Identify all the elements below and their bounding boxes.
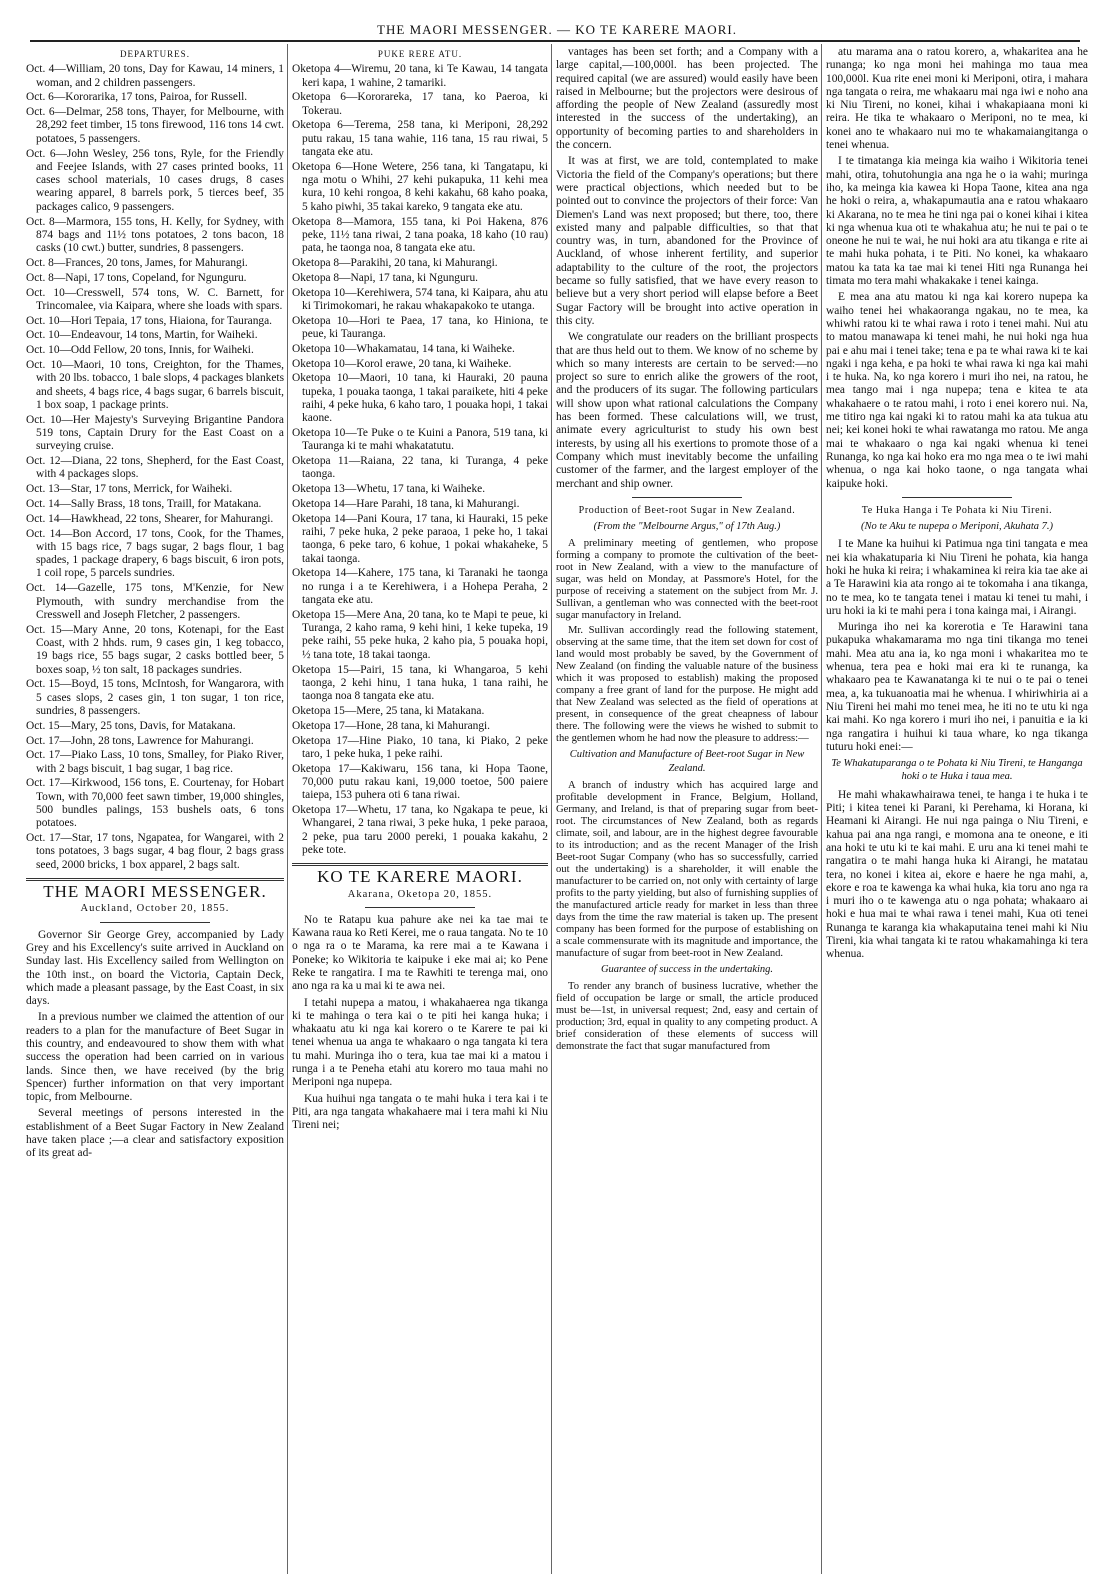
paragraph: vantages has been set forth; and a Company with a large capital,—100,000l. has been projected. The required capital (we are assured) would easily have been raised in Melbourne; but the projectors were desirous of affording the people of New Zealand (assuredly most interested in the success of the undertaking), an opportunity of becoming parties to and shareholders in the concern. — [556, 46, 818, 152]
departure-entry: Oct. 10—Maori, 10 tons, Creighton, for the Thames, with 20 lbs. tobacco, 1 bale slops, 4 packages blankets and sheets, 4 bags rice, 4 bags sugar, 6 barrels biscuit, 1 box soap, 1 package prints. — [26, 359, 284, 411]
departure-entry: Oketopa 10—Kerehiwera, 574 tana, ki Kaipara, ahu atu ki Tirimokomari, he rakau whakapakoko te utanga. — [292, 286, 548, 312]
article-source-maori: (No te Aku te nupepa o Meriponi, Akuhata 7.) — [860, 521, 1054, 533]
paragraph: Several meetings of persons interested in the establishment of a Beet Sugar Factory in New Zealand have taken place ;—a clear and satisfactory exposition of its great ad- — [26, 1107, 284, 1160]
masthead: THE MAORI MESSENGER. — KO TE KARERE MAORI. — [377, 22, 737, 37]
beet-sugar-article-maori — [826, 46, 1088, 491]
paragraph: He mahi whakawhairawa tenei, te hanga i te huka i te Piti; i kitea tenei ki Parani, ki Perehama, ki Horana, ki Heamani ki Airangi. He nui nga painga o Niu Tireni, e kahua pai ana nga rangi, e momona ana te oneone, e iti ana hoki te utu ki te kai mahi. E uru ana ki tenei mahi te rangatira o te mahi hanga huka ki Airangi, he matatau tera, no konei i kitea ai, ekore e haere he nga mahi, a, ekore e roa te kawenga ka whai huka, kia toru ano nga ra i muri iho o te kawenga atu o nga pohata; whakaaro ai hoki e hua mai te whai rawa i tenei mahi, Kua oti tenei Runanga te karanga kia whakaputaina tenei mahi ki Niu Tireni, kia whai tangata ki te ratou whakamahinga ki tera whenua. — [826, 788, 1088, 961]
departure-entry: Oketopa 11—Raiana, 22 tana, ki Turanga, 4 peke taonga. — [292, 455, 548, 481]
paragraph: A branch of industry which has acquired large and profitable development in France, Belgium, Holland, Germany, and Ireland, is that of preparing sugar from beet-root. The circumstances of New Zealand, both as regards climate, soil, and labour, are in the highest degree favourable to its introduction; and as the recent Manager of the Irish Beet-root Sugar Company (who has so successfully, carried out the undertaking) is a shareholder, it will enable the manufacturer to be carried on, not only with certainty of large profits to the party yielding, but also of furnishing supplies of the manufactured article ready for market in less than three days from the time the raw material is taken up. The present company has been formed for the purpose of establishing on a scale commensurate with its magnitude and importance, the manufacture of sugar from beet-root in New Zealand. — [556, 779, 818, 959]
departure-entry: Oketopa 14—Hare Parahi, 18 tana, ki Mahurangi. — [292, 498, 520, 510]
paper-title-maori: KO TE KARERE MAORI. — [317, 867, 523, 887]
departure-entry: Oct. 4—William, 20 tons, Day for Kawau, 14 miners, 1 woman, and 2 children passengers. — [26, 63, 284, 89]
departures-list-maori — [292, 63, 548, 857]
column-4 — [826, 46, 1088, 1576]
departure-entry: Oct. 10—Odd Fellow, 20 tons, Innis, for Waiheki. — [26, 344, 254, 357]
departure-entry: Oct. 10—Endeavour, 14 tons, Martin, for Waiheki. — [26, 329, 258, 342]
departure-entry: Oct. 17—Piako Lass, 10 tons, Smalley, for Piako River, with 2 bags biscuit, 1 bag sugar, 1 bag rice. — [26, 749, 284, 775]
departure-entry: Oketopa 17—Hine Piako, 10 tana, ki Piako, 2 peke taro, 1 peke huka, 1 peke raihi. — [292, 734, 548, 760]
departure-entry: Oct. 14—Hawkhead, 22 tons, Shearer, for Mahurangi. — [26, 512, 274, 525]
short-rule — [100, 922, 210, 923]
paragraph: I te timatanga kia meinga kia waiho i Wikitoria tenei mahi, otira, tohutohungia ana nga he o ia wahi; muringa iho, ka meinga kia kawea ki Hopa Taone, kitea ana nga he hoki o reira, a, whakapumautia ana e ratou whakaaro ki Akarana, no te mea he tini nga pai o konei kihai i kitea ki nga whenua kua oti te whakahua atu; he nui te pai o te oneone he nui te wai, he nui hoki ara atu tikanga e rite ai te mahi huka pohata, i te Piti. No konei, ka whakaaro matou ka tata ka tae mai ki tenei Hiti nga Runanga hei timata mo tera mahi whakakake i tenei kainga. — [826, 155, 1088, 288]
paragraph: Governor Sir George Grey, accompanied by Lady Grey and his Excellency's suite arrived in Auckland on Sunday last. His Excellency sailed from Wellington on the 10th inst., on board the Victoria, Captain Deck, which made a pleasant passage, by the East Coast, in six days. — [26, 928, 284, 1008]
editorial-text — [26, 929, 284, 1161]
section-rule — [292, 863, 548, 866]
article-section-title-maori: Te Whakatuparanga o te Pohata ki Niu Tireni, te Hanganga hoki o te Huka i taua mea. — [831, 758, 1083, 783]
article-body-maori — [826, 789, 1088, 962]
paragraph: E mea ana atu matou ki nga kai korero nupepa ka waiho tenei hei whakaoranga ngakau, no te mea, ka whiwhi ratou ki te whai rawa i roto i tenei mahi. Nui atu to matou manawapa ki tenei mahi, he nui hoki nga hua pai e ahu mai i tenei take; tena e pa te whai rawa ki te kai ngaki i nga keha, e pa hoki te whai rawa ki nga kai mahi i te huka. Na, ko nga korero i muri iho nei, na ratou, he mea tango mai i nga nupepa; tena e kitea te ata whakahaere o te ratou mahi, i roto i enei korero nui. Na, me titiro nga kai ngaki ki to ratou mahi ka ata tukua atu nei; kei konei hoki te whai rawatanga mo ratou. Me anga mai te whakaaro o nga kai ngaki whenua ki tenei Runanga, ko nga kai hoko era mo nga mea o te iwi mahi whenua, o nga kai hoko taone, o nga tangata whai kaipuke hoki. — [826, 291, 1088, 490]
column-3 — [556, 46, 818, 1576]
departure-entry: Oketopa 10—Maori, 10 tana, ki Hauraki, 20 pauna tupeka, 1 pouaka taonga, 1 takai paraikete, hiti 4 peke raihi, 4 peke huka, 6 kaho taro, 1 pouaka hopi, 1 takai kaone. — [292, 372, 548, 425]
article-section-title: Guarantee of success in the undertaking. — [600, 963, 774, 975]
departure-entry: Oketopa 6—Terema, 258 tana, ki Meriponi, 28,292 putu rakau, 15 tana wahie, 116 tana, 15 rau riwai, 5 tangata eke atu. — [292, 119, 548, 159]
paragraph: A preliminary meeting of gentlemen, who propose forming a company to promote the cultivation of the beet-root in New Zealand, with a view to the manufacture of sugar, was held on Monday, at Passmore's Hotel, for the purpose of receiving a statement on the subject from Mr. J. Sullivan, a gentleman who was connected with the beet-root sugar manufactory in Ireland. — [556, 538, 818, 622]
departure-entry: Oketopa 15—Pairi, 15 tana, ki Whangaroa, 5 kehi taonga, 2 kehi hinu, 1 tana huka, 1 tana raihi, he taonga noa 8 tangata eke atu. — [292, 663, 548, 703]
departure-entry: Oct. 10—Cresswell, 574 tons, W. C. Barnett, for Trincomalee, via Kaipara, where she loads with spars. — [26, 286, 284, 312]
departure-entry: Oketopa 17—Kakiwaru, 156 tana, ki Hopa Taone, 70,000 putu rakau kani, 19,000 toetoe, 500 paiere taiepa, 153 puhera oti 6 tana riwai. — [292, 762, 548, 802]
departure-entry: Oketopa 14—Kahere, 175 tana, ki Taranaki he taonga no runga i a te Kerehiwera, i a Hohepa Peraha, 2 tangata eke atu. — [292, 567, 548, 607]
masthead-rule — [30, 40, 1080, 42]
article-body — [556, 538, 818, 745]
editorial-text-maori — [292, 914, 548, 1133]
departure-entry: Oketopa 6—Kororareka, 17 tana, ko Paeroa, ki Tokerau. — [292, 91, 548, 117]
departure-entry: Oketopa 14—Pani Koura, 17 tana, ki Hauraki, 15 peke raihi, 7 peke huka, 2 peke paraoa, 1 peke ho, 1 takai taonga, 6 peke taro, 6 kohue, 1 pokai whakaheke, 5 takai taonga. — [292, 512, 548, 565]
departure-entry: Oct. 6—John Wesley, 256 tons, Ryle, for the Friendly and Feejee Islands, with 27 cases printed books, 11 cases school materials, 10 cases drugs, 8 cases wearing apparel, 8 barrels pork, 5 tierces beef, 35 packages calico, 9 passengers. — [26, 147, 284, 213]
article-body-maori — [826, 538, 1088, 754]
paragraph: In a previous number we claimed the attention of our readers to a plan for the manufacture of Beet Sugar in this country, and endeavoured to show them with what success the operation had been carried on in various lands. Since then, we have received (by the brig Spencer) further information on that very important topic, from Melbourne. — [26, 1011, 284, 1104]
section-rule — [26, 878, 284, 881]
departures-list — [26, 63, 284, 872]
departure-entry: Oct. 12—Diana, 22 tons, Shepherd, for the East Coast, with 4 packages slops. — [26, 455, 284, 481]
short-rule — [365, 907, 475, 908]
article-body — [556, 780, 818, 960]
departure-entry: Oct. 14—Bon Accord, 17 tons, Cook, for the Thames, with 15 bags rice, 7 bags sugar, 2 bags flour, 1 bag spades, 1 package drapery, 6 bags biscuit, 6 iron pots, 1 coil rope, 5 parcels sundries. — [26, 527, 284, 580]
paragraph: atu marama ana o ratou korero, a, whakaritea ana he runanga; ko nga moni hei mahinga mo taua mea 100,000l. Kua rite enei moni ki Meriponi, otira, i mahara nga tangata o reira, me whakaaru mai nga iwi e noho ana ki Niu Tireni, no konei, kihai i whakapiaana moni ki reira. He tika te whakaaro o Meriponi, no te mea, ki konei ano te whakaaro nui mo te whakamaiangitanga o tenei whenua. — [826, 46, 1088, 152]
departure-entry: Oketopa 4—Wiremu, 20 tana, ki Te Kawau, 14 tangata keri kapa, 1 wahine, 2 tamariki. — [292, 63, 548, 89]
dateline-maori: Akarana, Oketopa 20, 1855. — [347, 888, 493, 900]
column-2 — [292, 46, 548, 1576]
short-rule — [902, 497, 1012, 498]
departure-entry: Oketopa 15—Mere, 25 tana, ki Matakana. — [292, 704, 485, 717]
departure-entry: Oketopa 10—Whakamatau, 14 tana, ki Waiheke. — [292, 342, 515, 355]
paragraph: I te Mane ka huihui ki Patimua nga tini tangata e mea nei kia whakatuparia ki Niu Tireni he pohata, kia hanga hoki he huka ki reira; i whakaminea ki reira kia tae ake ai a Te Harawini kia ata rongo ai te tokomaha i ana tikanga, no te mea, ko te tangata tenei i matau ki tenei tu mahi, i uru hoki ia ki te mahi pera i tona kainga mai, i Airangi. — [826, 538, 1088, 617]
departure-entry: Oct. 8—Napi, 17 tons, Copeland, for Ngunguru. — [26, 271, 247, 284]
article-subhead-maori: Te Huka Hanga i Te Pohata ki Niu Tireni. — [861, 504, 1053, 516]
column-divider — [551, 44, 552, 1574]
paragraph: No te Ratapu kua pahure ake nei ka tae mai te Kawana raua ko Reti Kerei, me o raua tangata. No te 10 o nga ra o te Marama, ka rere mai a te Kawana i Poneke; ko Wikitoria te kaipuke i eke mai ai; ko Pene Reke te rangatira. I ma te Rawhiti te terenga mai, ono ano nga ra ka u mai ki te awa nei. — [292, 913, 548, 993]
beet-sugar-article — [556, 46, 818, 491]
article-source: (From the "Melbourne Argus," of 17th Aug.) — [593, 521, 781, 533]
departure-entry: Oketopa 8—Parakihi, 20 tana, ki Mahurangi. — [292, 256, 498, 269]
departure-entry: Oct. 13—Star, 17 tons, Merrick, for Waiheki. — [26, 483, 233, 496]
departure-entry: Oct. 14—Gazelle, 175 tons, M'Kenzie, for New Plymouth, with sundry merchandise from the Cresswell and Joseph Fletcher, 2 passengers. — [26, 582, 284, 621]
departure-entry: Oct. 10—Her Majesty's Surveying Brigantine Pandora 519 tons, Captain Drury for the East Coast on a surveying cruise. — [26, 413, 284, 453]
departures-heading: DEPARTURES. — [120, 49, 190, 59]
departure-entry: Oct. 15—Mary Anne, 20 tons, Kotenapi, for the East Coast, with 2 hhds. rum, 9 cases gin, 1 keg tobacco, 19 bags rice, 55 bags sugar, 2 casks bottled beer, 5 boxes soap, ½ ton salt, 18 packages sundries. — [26, 623, 284, 676]
paragraph: We congratulate our readers on the brilliant prospects that are thus held out to them. We know of no scheme by which so many interests are certain to be served:—no project so sure to enrich alike the growers of the root, and the producers of its sugar. The following particulars will show upon what rational calculations the Company has been formed. These calculations will, we trust, animate every agriculturist to study his own best interests, by using all his exertions to promote those of a Company which must inevitably become the unfailing customer of the farmer, and the largest employer of the merchant and ship owner. — [556, 331, 818, 490]
paragraph: Muringa iho nei ka korerotia e Te Harawini tana pukapuka whakamarama mo nga tini tikanga mo tenei mahi. Mea atu ana ia, ko nga moni i whakaritea mo te whenua, tera pea e hoki mai era ki te runanga, ka whakaaro pea te Kawanatanga ki te nui o te pai o tenei mea, a, ka tukuanoatia mai he whenua. I whiriwhiria ai a Niu Tireni hei mahi mo tenei mea, he iti no te utu ki nga kai mahi. Ko nga korero i muri iho nei, i panuitia e ia ki nga rangatira i huihui ki taua whare, ko nga tikanga tuturu hoki enei:— — [826, 621, 1088, 753]
departure-entry: Oketopa 10—Te Puke o te Kuini a Panora, 519 tana, ki Tauranga ki te mahi whakatatutu. — [292, 427, 548, 453]
departure-entry: Oct. 17—Star, 17 tons, Ngapatea, for Wangarei, with 2 tons potatoes, 3 bags sugar, 4 bag flour, 2 bags grass seed, 2000 bricks, 1 box apparel, 2 bags salt. — [26, 832, 284, 871]
short-rule — [632, 497, 742, 498]
column-divider — [287, 44, 288, 1574]
dateline-english: Auckland, October 20, 1855. — [80, 903, 230, 915]
article-section-title: Cultivation and Manufacture of Beet-root Sugar in New Zealand. — [569, 749, 805, 774]
departure-entry: Oct. 15—Mary, 25 tons, Davis, for Matakana. — [26, 719, 236, 732]
departure-entry: Oct. 6—Delmar, 258 tons, Thayer, for Melbourne, with 28,292 feet timber, 15 tons firewood, 116 tons 14 cwt. potatoes, 5 passengers. — [26, 106, 284, 145]
departure-entry: Oketopa 8—Napi, 17 tana, ki Ngunguru. — [292, 271, 479, 284]
paper-title-english: THE MAORI MESSENGER. — [43, 882, 267, 902]
departure-entry: Oct. 14—Sally Brass, 18 tons, Traill, for Matakana. — [26, 498, 262, 510]
departure-entry: Oct. 15—Boyd, 15 tons, McIntosh, for Wangarora, with 5 cases slops, 2 cases gin, 1 ton sugar, 1 ton rice, sundries, 8 passengers. — [26, 678, 284, 717]
departure-entry: Oct. 17—John, 28 tons, Lawrence for Mahurangi. — [26, 734, 254, 747]
column-1 — [26, 46, 284, 1576]
article-body — [556, 981, 818, 1053]
departure-entry: Oketopa 8—Mamora, 155 tana, ki Poi Hakena, 876 peke, 11½ tana riwai, 2 tana poaka, 18 kaho (10 rau) pata, he taonga noa, 8 tangata eke atu. — [292, 215, 548, 255]
paragraph: To render any branch of business lucrative, whether the field of occupation be large or small, the article produced must be—1st, in universal request; 2nd, easy and certain of production; 3rd, equal in quality to any competing product. A brief consideration of these elements of success will demonstrate the fact that sugar manufactured from — [556, 981, 818, 1053]
departure-entry: Oketopa 6—Hone Wetere, 256 tana, ki Tangatapu, ki nga motu o Whihi, 27 kehi pukapuka, 11 kehi mea kura, 10 kehi rongoa, 8 kehi kakahu, 68 kaho poaka, 5 kaho piwhi, 35 takai kareko, 9 tangata eke atu. — [292, 160, 548, 213]
paragraph: Mr. Sullivan accordingly read the following statement, observing at the same time, that the item set down for cost of land would most probably be saved, by the Government of New Zealand (on finding the valuable nature of the business which it was proposed to establish) making the proposed company a free grant of land for the purpose. He might add that New Zealand was selected as the field of operations at present, in consequence of the great cheapness of labour there. The following were the views he wished to submit to the gentlemen whom he had now the pleasure to address:— — [556, 625, 818, 745]
paragraph: Kua huihui nga tangata o te mahi huka i tera kai i te Piti, ara nga tangata whakahaere mai i tera mahi ki Niu Tireni nei; — [292, 1092, 548, 1132]
departure-entry: Oct. 6—Kororarika, 17 tons, Pairoa, for Russell. — [26, 91, 248, 104]
departure-entry: Oketopa 10—Korol erawe, 20 tana, ki Waiheke. — [292, 357, 512, 370]
paragraph: I tetahi nupepa a matou, i whakahaerea nga tikanga ki te mahinga o tera kai o te piti hei kanga huka; i whakaatu atu ki nga kai korero o te Karere te pai ki tenei whenua ua anga te whakaaro o nga tangata ki tera tu mahi. Muringa iho o tera, kua tae mai ki a matou i runga i a te Peneha etahi atu korero mo taua mahi no Meriponi nga nupepa. — [292, 996, 548, 1089]
departure-entry: Oketopa 17—Hone, 28 tana, ki Mahurangi. — [292, 719, 491, 732]
departures-heading-maori: PUKE RERE ATU. — [377, 49, 463, 59]
article-subhead: Production of Beet-root Sugar in New Zealand. — [578, 504, 796, 516]
departure-entry: Oketopa 17—Whetu, 17 tana, ko Ngakapa te peue, ki Whangarei, 2 tana riwai, 3 peke huka, 1 peke paraoa, 2 peke, pua taru 2000 pereki, 1 pouaka kakahu, 2 peke tote. — [292, 804, 548, 856]
departure-entry: Oketopa 13—Whetu, 17 tana, ki Waiheke. — [292, 483, 486, 496]
column-divider — [821, 44, 822, 1574]
departure-entry: Oct. 10—Hori Tepaia, 17 tons, Hiaiona, for Tauranga. — [26, 314, 272, 327]
departure-entry: Oct. 17—Kirkwood, 156 tons, E. Courtenay, for Hobart Town, with 70,000 feet sawn timber, 19,000 shingles, 500 bundles palings, 153 bushels oats, 6 tons potatoes. — [26, 777, 284, 830]
paragraph: It was at first, we are told, contemplated to make Victoria the field of the Company's operations; but there were practical objections, which needed but to be pointed out to convince the projectors of their force: Van Diemen's Land was next proposed; but there, too, there existed many and palpable difficulties, so that that country was, in turn, abandoned for the Province of Auckland, of whose inherent fertility, and superior adaptability to the culture of the root, the projectors became so fully satisfied, that we have every reason to believe but a very short period will elapse before a Beet Sugar Factory will be brought into active operation in this city. — [556, 155, 818, 327]
departure-entry: Oct. 8—Frances, 20 tons, James, for Mahurangi. — [26, 256, 248, 269]
departure-entry: Oketopa 15—Mere Ana, 20 tana, ko te Mapi te peue, ki Turanga, 2 kaho rama, 9 kehi hini, 1 keke tupeka, 19 peke raihi, 55 peke huka, 2 kaho pia, 5 pouaka hopi, ½ tana tote, 18 takai taonga. — [292, 608, 548, 661]
departure-entry: Oct. 8—Marmora, 155 tons, H. Kelly, for Sydney, with 874 bags and 11½ tons potatoes, 2 tons bacon, 18 casks (10 cwt.) butter, sundries, 8 passengers. — [26, 215, 284, 255]
departure-entry: Oketopa 10—Hori te Paea, 17 tana, ko Hiniona, te peue, ki Tauranga. — [292, 314, 548, 340]
